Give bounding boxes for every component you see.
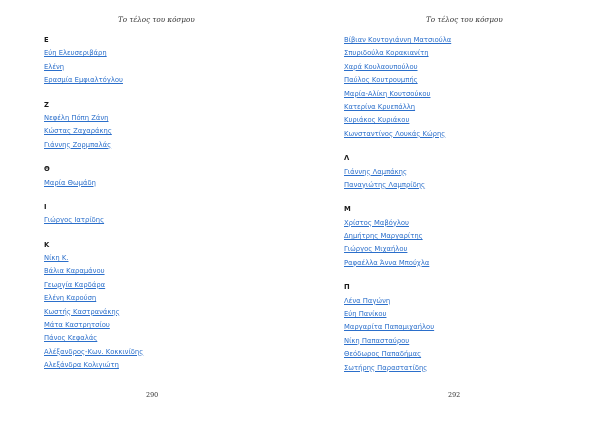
page-number-left: 290: [146, 391, 159, 399]
name-link[interactable]: Κώστας Ζαχαράκης: [44, 127, 112, 136]
name-link[interactable]: Βάλια Καραμάνου: [44, 267, 105, 276]
name-link[interactable]: Πάνος Κεφαλάς: [44, 334, 98, 343]
name-link[interactable]: Κυριάκος Κυριάκου: [344, 116, 410, 125]
name-link[interactable]: Παναγιώτης Λαμπρίδης: [344, 180, 426, 189]
name-link[interactable]: Ελένη Καρούση: [44, 294, 97, 303]
name-link[interactable]: Παύλος Κουτρουμπής: [344, 76, 418, 85]
name-link[interactable]: Βίβιαν Κοντογιάννη Ματσιούλα: [344, 36, 452, 44]
page-number-right: 292: [448, 391, 461, 399]
name-link[interactable]: Εύη Πανίκου: [344, 310, 387, 319]
name-link[interactable]: Μάτα Καστρητσίου: [44, 321, 110, 330]
running-head-right: Το τέλος του κόσμου: [426, 15, 503, 24]
name-link[interactable]: Δημήτρης Μαργαρίτης: [344, 232, 423, 241]
name-link[interactable]: Εύη Ελευσεριβάρη: [44, 49, 107, 58]
name-link[interactable]: Θεόδωρος Παπαδήμας: [344, 350, 422, 359]
name-link[interactable]: Κατερίνα Κρυεπάλλη: [344, 102, 416, 111]
name-link[interactable]: Αλεξάνδρα Κολιγιώτη: [44, 361, 119, 370]
name-link[interactable]: Μαργαρίτα Παπαμιχαήλου: [344, 323, 435, 332]
name-link[interactable]: Ερασμία Εμφιαλτόγλου: [44, 76, 123, 85]
name-link[interactable]: Γιώργος Μιχαήλου: [344, 245, 408, 254]
section-letter: Λ: [344, 154, 350, 163]
name-link[interactable]: Νίκη Κ.: [44, 254, 69, 263]
section-letter: Ζ: [44, 100, 49, 109]
section-letter: Μ: [344, 205, 351, 214]
name-link[interactable]: Σωτήρης Παραστατίδης: [344, 363, 428, 372]
name-link[interactable]: Χρίστος Μαβόγλου: [344, 218, 409, 227]
name-link[interactable]: Γιώργος Ιατρίδης: [44, 216, 105, 225]
name-link[interactable]: Ραφαέλλα Άννα Μπούχλα: [344, 258, 430, 267]
name-link[interactable]: Ελένη: [44, 62, 65, 71]
name-link[interactable]: Αλέξανδρος-Κων. Κοκκινίδης: [44, 347, 144, 356]
name-list-left: [44, 34, 264, 373]
name-link[interactable]: Λένα Παγώνη: [344, 296, 391, 305]
name-link[interactable]: Νεφέλη Πόπη Ζάνη: [44, 113, 109, 122]
name-link[interactable]: Νίκη Παπασταύρου: [344, 336, 410, 345]
right-page: [300, 0, 600, 424]
name-link[interactable]: Γιάννης Λαμπάκης: [344, 167, 407, 176]
name-link[interactable]: Χαρά Κουλαουπούλου: [344, 62, 418, 71]
name-link[interactable]: Γιάννης Ζορμπαλάς: [44, 140, 112, 149]
section-letter: Ι: [44, 202, 47, 211]
name-link[interactable]: Σπυριδούλα Κορακιανίτη: [344, 49, 429, 58]
name-list-right: [344, 34, 564, 375]
name-link[interactable]: Μαρία Θωμάδη: [44, 178, 96, 187]
section-letter: Ε: [44, 36, 49, 44]
name-link[interactable]: Γεωργία Καρδάρα: [44, 280, 106, 289]
name-link[interactable]: Κωνσταντίνος Λουκάς Κώρης: [344, 129, 446, 138]
name-link[interactable]: Μαρία-Αλίκη Κουτσούκου: [344, 89, 431, 98]
section-letter: Κ: [44, 240, 50, 249]
section-letter: Θ: [44, 165, 50, 174]
name-link[interactable]: Κωστής Καστρανάκης: [44, 307, 120, 316]
section-letter: Π: [344, 283, 350, 292]
running-head-left: Το τέλος του κόσμου: [118, 15, 195, 24]
